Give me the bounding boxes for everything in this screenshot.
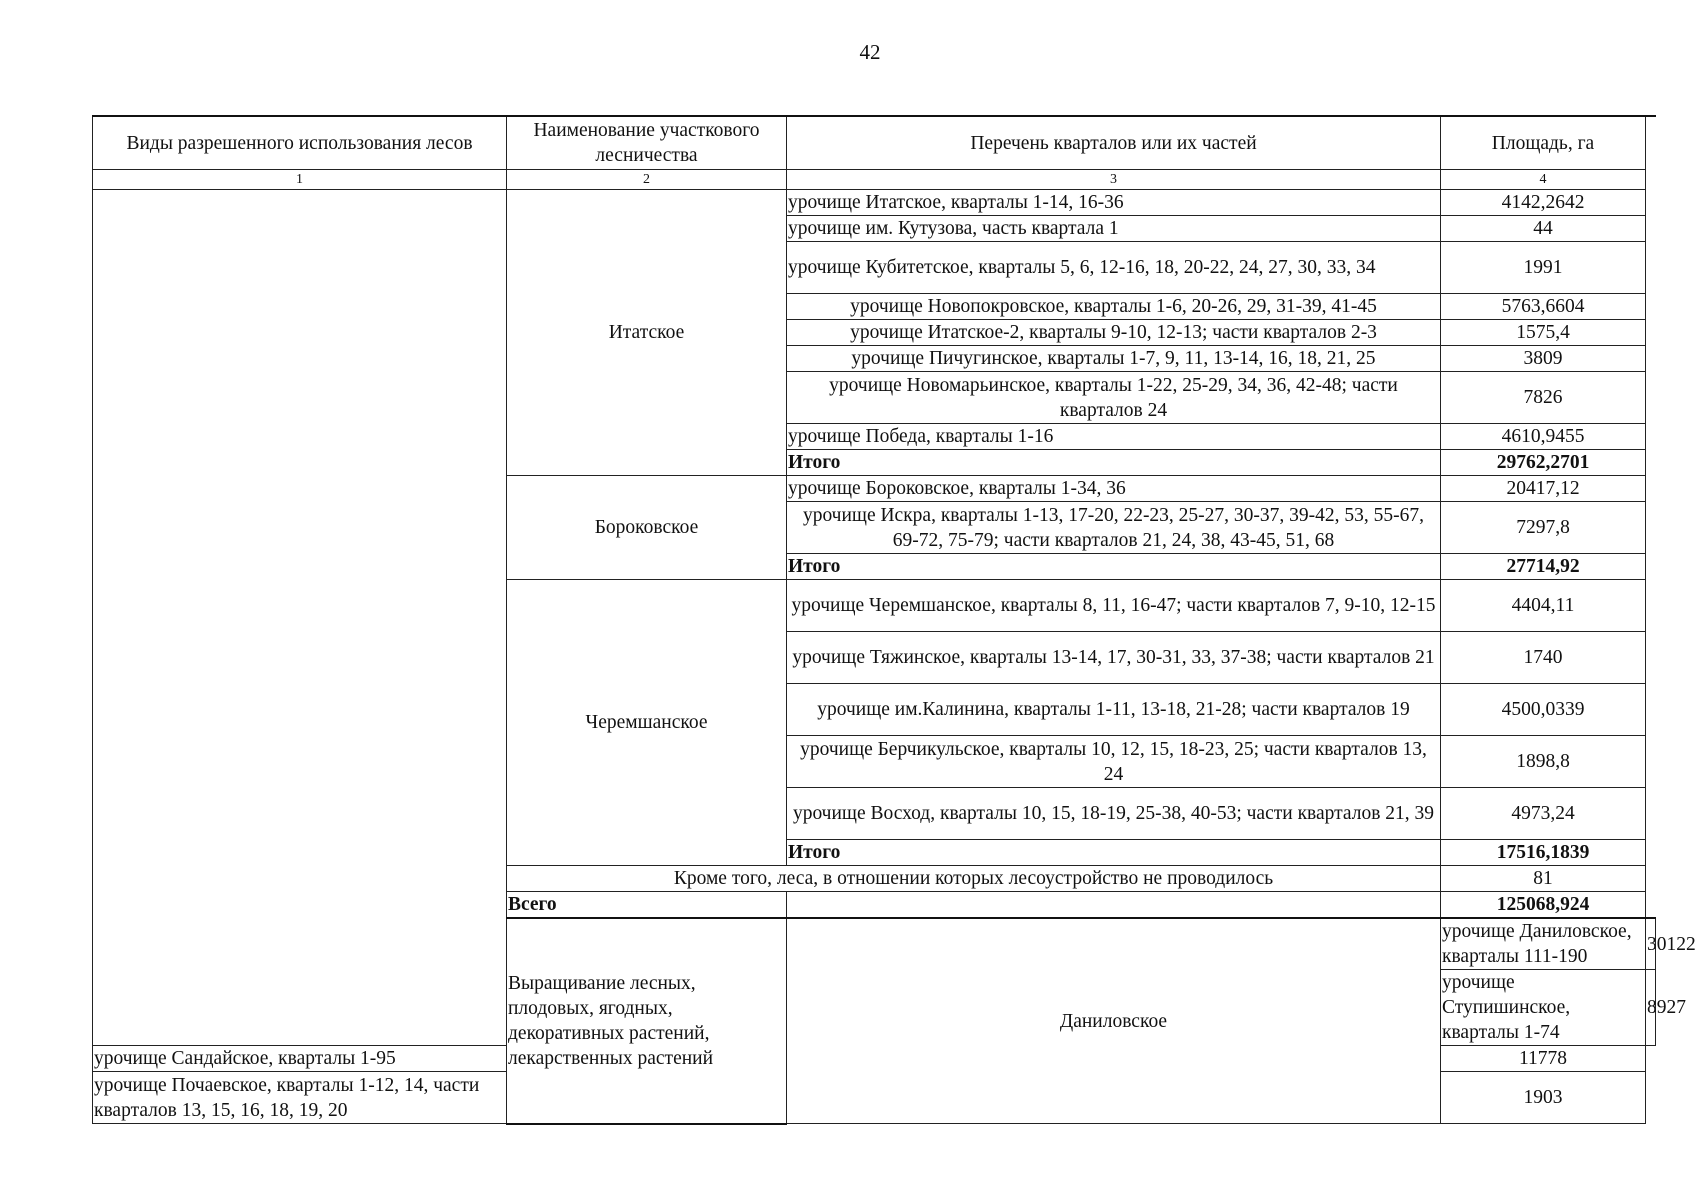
forestry-name: Даниловское bbox=[787, 918, 1441, 1124]
subtotal-label: Итого bbox=[787, 840, 1441, 866]
subtotal-area: 17516,1839 bbox=[1441, 840, 1646, 866]
column-number-row bbox=[93, 170, 1656, 190]
area-cell: 11778 bbox=[1441, 1046, 1646, 1072]
subtotal-area: 29762,2701 bbox=[1441, 450, 1646, 476]
header-area: Площадь, га bbox=[1441, 116, 1646, 170]
area-cell: 4500,0339 bbox=[1441, 684, 1646, 736]
quarters-cell: урочище Сандайское, кварталы 1-95 bbox=[93, 1046, 507, 1072]
subtotal-label: Итого bbox=[787, 450, 1441, 476]
quarters-cell: урочище Искра, кварталы 1-13, 17-20, 22-23, 25-27, 30-37, 39-42, 53, 55-67, 69-72, 75-79; части кварталов 21, 24, 38, 43-45, 51, 68 bbox=[787, 502, 1441, 554]
area-cell: 5763,6604 bbox=[1441, 294, 1646, 320]
area-cell: 44 bbox=[1441, 216, 1646, 242]
use-type-cell: Выращивание лесных, плодовых, ягодных, декоративных растений, лекарственных растений bbox=[507, 918, 787, 1124]
grand-total-empty bbox=[787, 892, 1441, 919]
grand-total-area: 125068,924 bbox=[1441, 892, 1646, 919]
column-number: 1 bbox=[93, 170, 507, 190]
area-cell: 1740 bbox=[1441, 632, 1646, 684]
quarters-cell: урочище Бороковское, кварталы 1-34, 36 bbox=[787, 476, 1441, 502]
area-cell: 1898,8 bbox=[1441, 736, 1646, 788]
quarters-cell: урочище Восход, кварталы 10, 15, 18-19, 25-38, 40-53; части кварталов 21, 39 bbox=[787, 788, 1441, 840]
quarters-cell: урочище Берчикульское, кварталы 10, 12, 15, 18-23, 25; части кварталов 13, 24 bbox=[787, 736, 1441, 788]
area-cell: 4404,11 bbox=[1441, 580, 1646, 632]
area-cell: 4973,24 bbox=[1441, 788, 1646, 840]
area-cell: 4610,9455 bbox=[1441, 424, 1646, 450]
quarters-cell: урочище Итатское, кварталы 1-14, 16-36 bbox=[787, 190, 1441, 216]
quarters-cell: урочище Тяжинское, кварталы 13-14, 17, 30-31, 33, 37-38; части кварталов 21 bbox=[787, 632, 1441, 684]
quarters-cell: урочище Победа, кварталы 1-16 bbox=[787, 424, 1441, 450]
area-cell: 1991 bbox=[1441, 242, 1646, 294]
quarters-cell: урочище Итатское-2, кварталы 9-10, 12-13; части кварталов 2-3 bbox=[787, 320, 1441, 346]
area-cell: 30122 bbox=[1646, 918, 1656, 970]
area-cell: 4142,2642 bbox=[1441, 190, 1646, 216]
extra-text: Кроме того, леса, в отношении которых лесоустройство не проводилось bbox=[507, 866, 1441, 892]
grand-total-label: Всего bbox=[507, 892, 787, 919]
column-number: 2 bbox=[507, 170, 787, 190]
quarters-cell: урочище им. Кутузова, часть квартала 1 bbox=[787, 216, 1441, 242]
area-cell: 1575,4 bbox=[1441, 320, 1646, 346]
quarters-cell: урочище Новомарьинское, кварталы 1-22, 25-29, 34, 36, 42-48; части кварталов 24 bbox=[787, 372, 1441, 424]
header-use-type: Виды разрешенного использования лесов bbox=[93, 116, 507, 170]
area-cell: 7297,8 bbox=[1441, 502, 1646, 554]
quarters-cell: урочище Ступишинское, кварталы 1-74 bbox=[1441, 970, 1646, 1046]
header-row bbox=[93, 116, 1656, 170]
use-type-cell-empty bbox=[93, 190, 507, 1046]
quarters-cell: урочище Кубитетское, кварталы 5, 6, 12-16, 18, 20-22, 24, 27, 30, 33, 34 bbox=[787, 242, 1441, 294]
quarters-cell: урочище Новопокровское, кварталы 1-6, 20-26, 29, 31-39, 41-45 bbox=[787, 294, 1441, 320]
quarters-cell: урочище Почаевское, кварталы 1-12, 14, части кварталов 13, 15, 16, 18, 19, 20 bbox=[93, 1072, 507, 1124]
page-number: 42 bbox=[859, 40, 881, 64]
subtotal-label: Итого bbox=[787, 554, 1441, 580]
extra-area: 81 bbox=[1441, 866, 1646, 892]
header-quarters: Перечень кварталов или их частей bbox=[787, 116, 1441, 170]
table-row bbox=[93, 190, 1656, 216]
area-cell: 8927 bbox=[1646, 970, 1656, 1046]
column-number: 4 bbox=[1441, 170, 1646, 190]
quarters-cell: урочище Черемшанское, кварталы 8, 11, 16-47; части кварталов 7, 9-10, 12-15 bbox=[787, 580, 1441, 632]
area-cell: 7826 bbox=[1441, 372, 1646, 424]
forestry-name: Итатское bbox=[507, 190, 787, 476]
quarters-cell: урочище им.Калинина, кварталы 1-11, 13-18, 21-28; части кварталов 19 bbox=[787, 684, 1441, 736]
subtotal-area: 27714,92 bbox=[1441, 554, 1646, 580]
quarters-cell: урочище Пичугинское, кварталы 1-7, 9, 11, 13-14, 16, 18, 21, 25 bbox=[787, 346, 1441, 372]
quarters-cell: урочище Даниловское, кварталы 111-190 bbox=[1441, 918, 1646, 970]
forestry-name: Черемшанское bbox=[507, 580, 787, 866]
area-cell: 20417,12 bbox=[1441, 476, 1646, 502]
forestry-name: Бороковское bbox=[507, 476, 787, 580]
header-forestry: Наименование участкового лесничества bbox=[507, 116, 787, 170]
forest-use-table bbox=[92, 115, 1696, 1125]
area-cell: 3809 bbox=[1441, 346, 1646, 372]
column-number: 3 bbox=[787, 170, 1441, 190]
area-cell: 1903 bbox=[1441, 1072, 1646, 1124]
